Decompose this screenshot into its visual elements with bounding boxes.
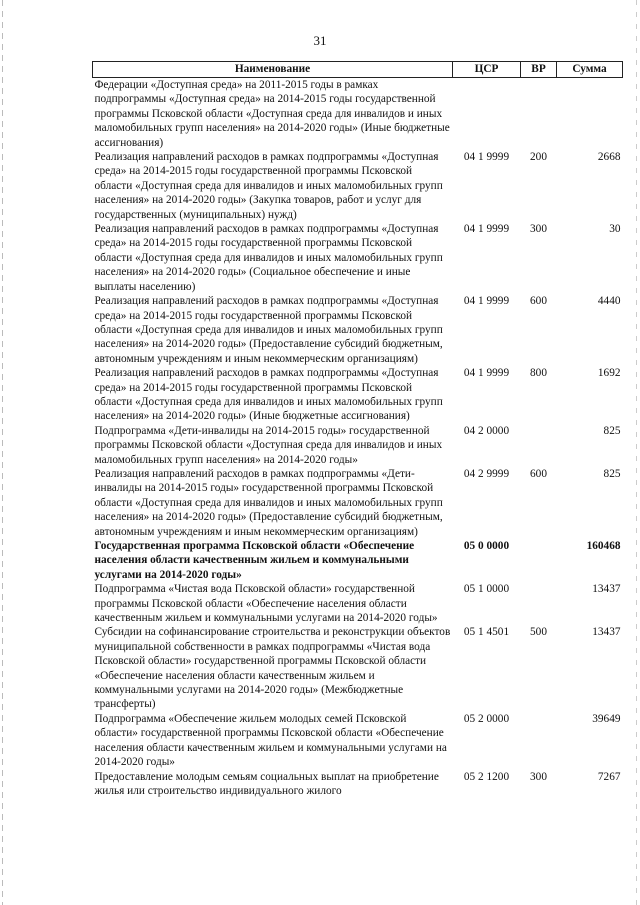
row-sum-cell: 13437: [592, 626, 621, 639]
row-vr-cell: 500: [530, 626, 547, 639]
row-vr-cell: 300: [530, 770, 547, 783]
row-sum-cell: 39649: [592, 712, 621, 725]
table-row: [93, 78, 623, 151]
row-sum-cell: [557, 78, 623, 151]
table-row: [93, 582, 623, 625]
table-row: [93, 366, 623, 424]
row-name-cell: Предоставление молодым семьям социальных выплат на приобретение жилья или строительство индивидуального жилого: [94, 770, 439, 797]
row-csr-cell: 04 2 0000: [463, 424, 510, 437]
row-csr-cell: [453, 78, 521, 151]
header-sum: Сумма: [557, 62, 623, 78]
table-row: [93, 222, 623, 294]
row-csr-cell: 04 1 9999: [463, 151, 510, 164]
row-sum-cell: 13437: [592, 583, 621, 596]
row-name-cell: Подпрограмма «Обеспечение жильем молодых семей Псковской области» государственной программы Псковской области «Обеспечение населения области качественным жильем и коммунальными услугами на 2014-2020 годы»: [94, 712, 447, 769]
row-name-cell: Реализация направлений расходов в рамках подпрограммы «Доступная среда» на 2014-2015 годы государственной программы Псковской области «Доступная среда для инвалидов и иных маломобильных групп населения» на 2014-2020 годы» (Закупка товаров, работ и услуг для государственных (муниципальных) нужд): [94, 151, 443, 221]
row-name-cell: Реализация направлений расходов в рамках подпрограммы «Доступная среда» на 2014-2015 годы государственной программы Псковской области «Доступная среда для инвалидов и иных маломобильных групп населения» на 2014-2020 годы» (Иные бюджетные ассигнования): [94, 367, 443, 423]
header-csr: ЦСР: [453, 62, 521, 78]
row-csr-cell: 04 1 9999: [463, 223, 510, 236]
row-name-cell: Реализация направлений расходов в рамках подпрограммы «Дети-инвалиды на 2014-2015 годы» государственной программы Псковской области «Доступная среда для инвалидов и иных маломобильных групп населения» на 2014-2020 годы» (Предоставление субсидий бюджетным, автономным учреждениям и иным некоммерческим организациям): [94, 467, 443, 538]
row-name-cell: Реализация направлений расходов в рамках подпрограммы «Доступная среда» на 2014-2015 годы государственной программы Псковской области «Доступная среда для инвалидов и иных маломобильных групп населения» на 2014-2020 годы» (Предоставление субсидий бюджетным, автономным учреждениям и иным некоммерческим организациям): [94, 295, 443, 365]
row-sum-cell: 1692: [597, 367, 621, 380]
budget-table: [92, 61, 623, 798]
row-sum-cell: 825: [603, 424, 621, 437]
row-sum-cell: 30: [609, 223, 621, 236]
row-csr-cell: 05 0 0000: [463, 540, 510, 552]
row-csr-cell: 04 1 9999: [463, 295, 510, 308]
row-vr-cell: [521, 582, 557, 625]
row-vr-cell: 600: [530, 295, 547, 308]
row-sum-cell: 160468: [586, 540, 621, 552]
page-number: 31: [313, 33, 327, 48]
row-vr-cell: 300: [530, 223, 547, 236]
table-row: [93, 712, 623, 770]
row-name-cell: Субсидии на софинансирование строительства и реконструкции объектов муниципальной собственности в рамках подпрограммы «Чистая вода Псковской области» государственной программы Псковской области «Обеспечение населения области качественным жильем и коммунальными услугами на 2014-2020 годы» (Межбюджетные трансферты): [94, 626, 451, 711]
row-csr-cell: 05 2 0000: [463, 712, 510, 725]
table-row: [93, 150, 623, 222]
row-sum-cell: 4440: [597, 295, 621, 308]
row-csr-cell: 04 2 9999: [463, 467, 510, 480]
row-sum-cell: 2668: [597, 151, 621, 164]
scan-edge-left: [2, 0, 3, 905]
table-body: [93, 78, 623, 799]
row-vr-cell: 800: [530, 367, 547, 380]
header-name: Наименование: [93, 62, 453, 78]
row-vr-cell: [521, 78, 557, 151]
row-name-cell: Подпрограмма «Дети-инвалиды на 2014-2015 годы» государственной программы Псковской области «Доступная среда для инвалидов и иных маломобильных групп населения» на 2014-2020 годы»: [94, 424, 443, 466]
row-vr-cell: 600: [530, 467, 547, 480]
row-name-cell: Государственная программа Псковской области «Обеспечение населения области качественным жильем и коммунальными услугами на 2014-2020 годы»: [94, 540, 415, 581]
row-sum-cell: 7267: [597, 770, 621, 783]
row-vr-cell: [521, 539, 557, 582]
row-csr-cell: 04 1 9999: [463, 367, 510, 380]
table-row: [93, 625, 623, 711]
table-row: [93, 770, 623, 799]
row-csr-cell: 05 1 4501: [463, 626, 510, 639]
row-name-cell: Подпрограмма «Чистая вода Псковской области» государственной программы Псковской области «Обеспечение населения области качественным жильем и коммунальными услугами на 2014-2020 годы»: [94, 583, 438, 625]
row-name-cell: Федерации «Доступная среда» на 2011-2015 годы в рамках подпрограммы «Доступная среда» на 2014-2015 годы государственной программы Псковской области «Доступная среда для инвалидов и иных маломобильных групп населения» на 2014-2020 годы» (Иные бюджетные ассигнования): [94, 79, 450, 149]
row-name-cell: Реализация направлений расходов в рамках подпрограммы «Доступная среда» на 2014-2015 годы государственной программы Псковской области «Доступная среда для инвалидов и иных маломобильных групп населения» на 2014-2020 годы» (Социальное обеспечение и иные выплаты населению): [94, 223, 443, 293]
table-header-row: [93, 62, 623, 78]
table-row: [93, 467, 623, 539]
header-vr: ВР: [521, 62, 557, 78]
row-csr-cell: 05 1 0000: [463, 583, 510, 596]
row-sum-cell: 825: [603, 467, 621, 480]
table-row: [93, 539, 623, 582]
row-vr-cell: [521, 712, 557, 770]
scan-edge-right: [636, 0, 637, 905]
row-csr-cell: 05 2 1200: [463, 770, 510, 783]
row-vr-cell: 200: [530, 151, 547, 164]
table-row: [93, 424, 623, 467]
row-vr-cell: [521, 424, 557, 467]
table-row: [93, 294, 623, 366]
